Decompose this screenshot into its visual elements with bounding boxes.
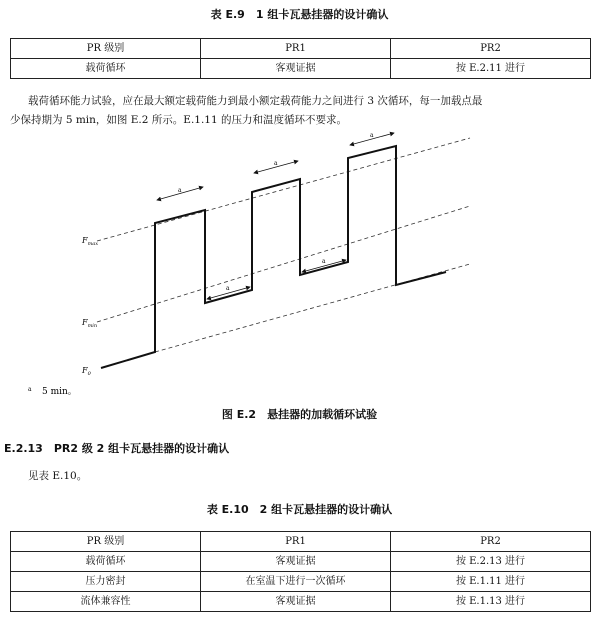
- section-body: 见表 E.10。: [28, 470, 88, 482]
- section-heading: E.2.13 PR2 级 2 组卡瓦悬挂器的设计确认: [4, 442, 230, 455]
- table-e10-caption: 表 E.10 2 组卡瓦悬挂器的设计确认: [206, 503, 393, 516]
- table-e10: [10, 531, 591, 612]
- load-cycle-figure: [0, 128, 599, 408]
- table-row: [11, 552, 591, 572]
- table-e9-header-row: [11, 39, 591, 59]
- table-row: [11, 592, 591, 612]
- table-header-cell: PR2: [391, 532, 591, 552]
- fmax-label: $F_{max}$: [82, 236, 99, 247]
- table-cell: 按 E.2.13 进行: [391, 552, 591, 572]
- table-cell: 流体兼容性: [11, 592, 201, 612]
- table-cell: 客观证据: [201, 592, 391, 612]
- footnote-text: 5 min。: [42, 387, 77, 397]
- paragraph-line-2: 少保持期为 5 min，如图 E.2 所示。E.1.11 的压力和温度循环不要求。: [10, 114, 348, 126]
- table-cell: 客观证据: [201, 59, 391, 79]
- table-cell: 压力密封: [11, 572, 201, 592]
- table-row: [11, 59, 591, 79]
- arrow-label: a: [370, 132, 374, 139]
- table-e9: [10, 38, 591, 79]
- arrow-label: a: [322, 258, 326, 265]
- table-cell: 在室温下进行一次循环: [201, 572, 391, 592]
- table-e10-header-row: [11, 532, 591, 552]
- table-cell: 载荷循环: [11, 552, 201, 572]
- table-cell: 客观证据: [201, 552, 391, 572]
- arrow-label: a: [178, 187, 182, 194]
- table-cell: 按 E.1.13 进行: [391, 592, 591, 612]
- load-cycle-curve: [101, 146, 446, 368]
- fmax-dashed-line: [97, 138, 470, 241]
- table-e9-caption: 表 E.9 1 组卡瓦悬挂器的设计确认: [210, 8, 389, 21]
- table-header-cell: PR 级别: [11, 532, 201, 552]
- arrow-label: a: [274, 160, 278, 167]
- paragraph-line-1: 载荷循环能力试验，应在最大额定载荷能力到最小额定载荷能力之间进行 3 次循环，每一加载点最: [28, 95, 483, 107]
- table-header-cell: PR 级别: [11, 39, 201, 59]
- table-cell: 按 E.2.11 进行: [391, 59, 591, 79]
- fmin-label: $F_{min}$: [82, 318, 98, 329]
- figure-caption: 图 E.2 悬挂器的加载循环试验: [221, 408, 378, 421]
- footnote-mark: a: [28, 386, 32, 393]
- table-header-cell: PR2: [391, 39, 591, 59]
- f0-label: $F_0$: [82, 366, 91, 377]
- table-header-cell: PR1: [201, 39, 391, 59]
- arrow-label: a: [226, 285, 230, 292]
- table-row: [11, 572, 591, 592]
- fmin-dashed-line: [97, 206, 470, 322]
- table-cell: 载荷循环: [11, 59, 201, 79]
- table-cell: 按 E.1.11 进行: [391, 572, 591, 592]
- table-header-cell: PR1: [201, 532, 391, 552]
